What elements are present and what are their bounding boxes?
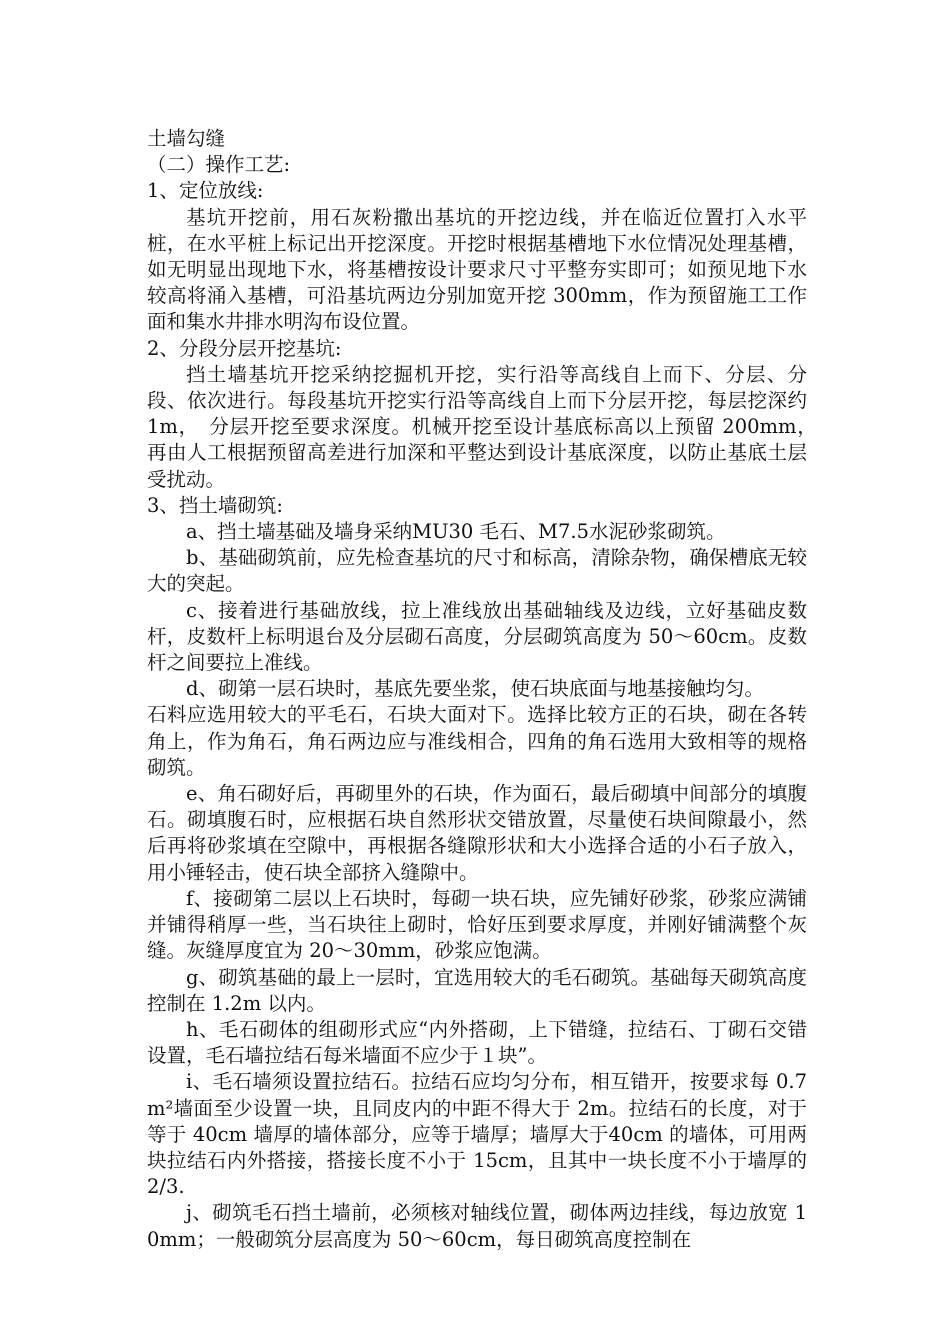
document-body: [147, 126, 827, 1253]
paragraph: 石料应选用较大的平毛石，石块大面对下。选择比较方正的石块，砌在各转角上，作为角石，角石两边应与准线相合，四角的角石选用大致相等的规格砌筑。: [147, 703, 807, 779]
paragraph: 基坑开挖前，用石灰粉撒出基坑的开挖边线，并在临近位置打入水平桩，在水平桩上标记出开挖深度。开挖时根据基槽地下水位情况处理基槽，如无明显出现地下水，将基槽按设计要求尺寸平整夯实即可；如预见地下水较高将涌入基槽，可沿基坑两边分别加宽开挖 300mm，作为预留施工工作面和集水井排水明沟布设位置。: [147, 205, 807, 334]
paragraph: b、基础砌筑前，应先检查基坑的尺寸和标高，清除杂物，确保槽底无较大的突起。: [147, 546, 807, 596]
paragraph: 挡土墙基坑开挖采纳挖掘机开挖，实行沿等高线自上而下、分层、分段、依次进行。每段基坑开挖实行沿等高线自上而下分层开挖，每层挖深约 1m， 分层开挖至要求深度。机械开挖至设计基底标高以上预留 200mm， 再由人工根据预留高差进行加深和平整达到设计基底深度，以防止基底土层受扰动。: [147, 362, 827, 491]
paragraph: e、角石砌好后，再砌里外的石块，作为面石，最后砌填中间部分的填腹石。砌填腹石时，应根据石块自然形状交错放置，尽量使石块间隙最小，然后再将砂浆填在空隙中，再根据各缝隙形状和大小选择合适的小石子放入，用小锤轻击，使石块全部挤入缝隙中。: [147, 782, 807, 884]
paragraph: f、接砌第二层以上石块时，每砌一块石块，应先铺好砂浆，砂浆应满铺并铺得稍厚一些，当石块往上砌时，恰好压到要求厚度，并刚好铺满整个灰缝。灰缝厚度宜为 20～30mm，砂浆应饱满。: [147, 886, 807, 963]
paragraph: d、砌第一层石块时，基底先要坐浆，使石块底面与地基接触均匀。: [186, 677, 764, 701]
paragraph: h、毛石砌体的组砌形式应“内外搭砌，上下错缝，拉结石、丁砌石交错设置，毛石墙拉结石每米墙面不应少于１块”。: [147, 1017, 807, 1068]
paragraph: c、接着进行基础放线，拉上准线放出基础轴线及边线，立好基础皮数杆，皮数杆上标明退台及分层砌石高度，分层砌筑高度为 50～60cm。皮数杆之间要拉上准线。: [147, 598, 807, 675]
paragraph-list: [147, 178, 827, 1252]
paragraph: 1、定位放线:: [147, 179, 264, 203]
paragraph: 3、挡土墙砌筑:: [147, 493, 283, 517]
paragraph: g、砌筑基础的最上一层时，宜选用较大的毛石砌筑。基础每天砌筑高度控制在 1.2m 以内。: [147, 965, 807, 1015]
paragraph: a、挡土墙基础及墙身采纳MU30 毛石、M7.5水泥砂浆砌筑。: [186, 520, 726, 544]
paragraph: j、砌筑毛石挡土墙前，必须核对轴线位置，砌体两边挂线，每边放宽 10mm；一般砌筑分层高度为 50～60cm，每日砌筑高度控制在: [147, 1201, 807, 1251]
paragraph: 2、分段分层开挖基坑:: [147, 336, 342, 360]
paragraph: i、毛石墙须设置拉结石。拉结石应均匀分布，相互错开，按要求每 0.7m²墙面至少设置一块，且同皮内的中距不得大于 2m。拉结石的长度，对于等于 40cm 墙厚的墙体部分，应等于墙厚；墙厚大于40cm 的墙体，可用两块拉结石内外搭接，搭接长度不小于 15cm，且其中一块长度不小于墙厚的 2/3.: [147, 1070, 807, 1199]
section-heading: （二）操作工艺:: [147, 153, 291, 177]
document-title: 土墙勾缝: [147, 127, 226, 150]
